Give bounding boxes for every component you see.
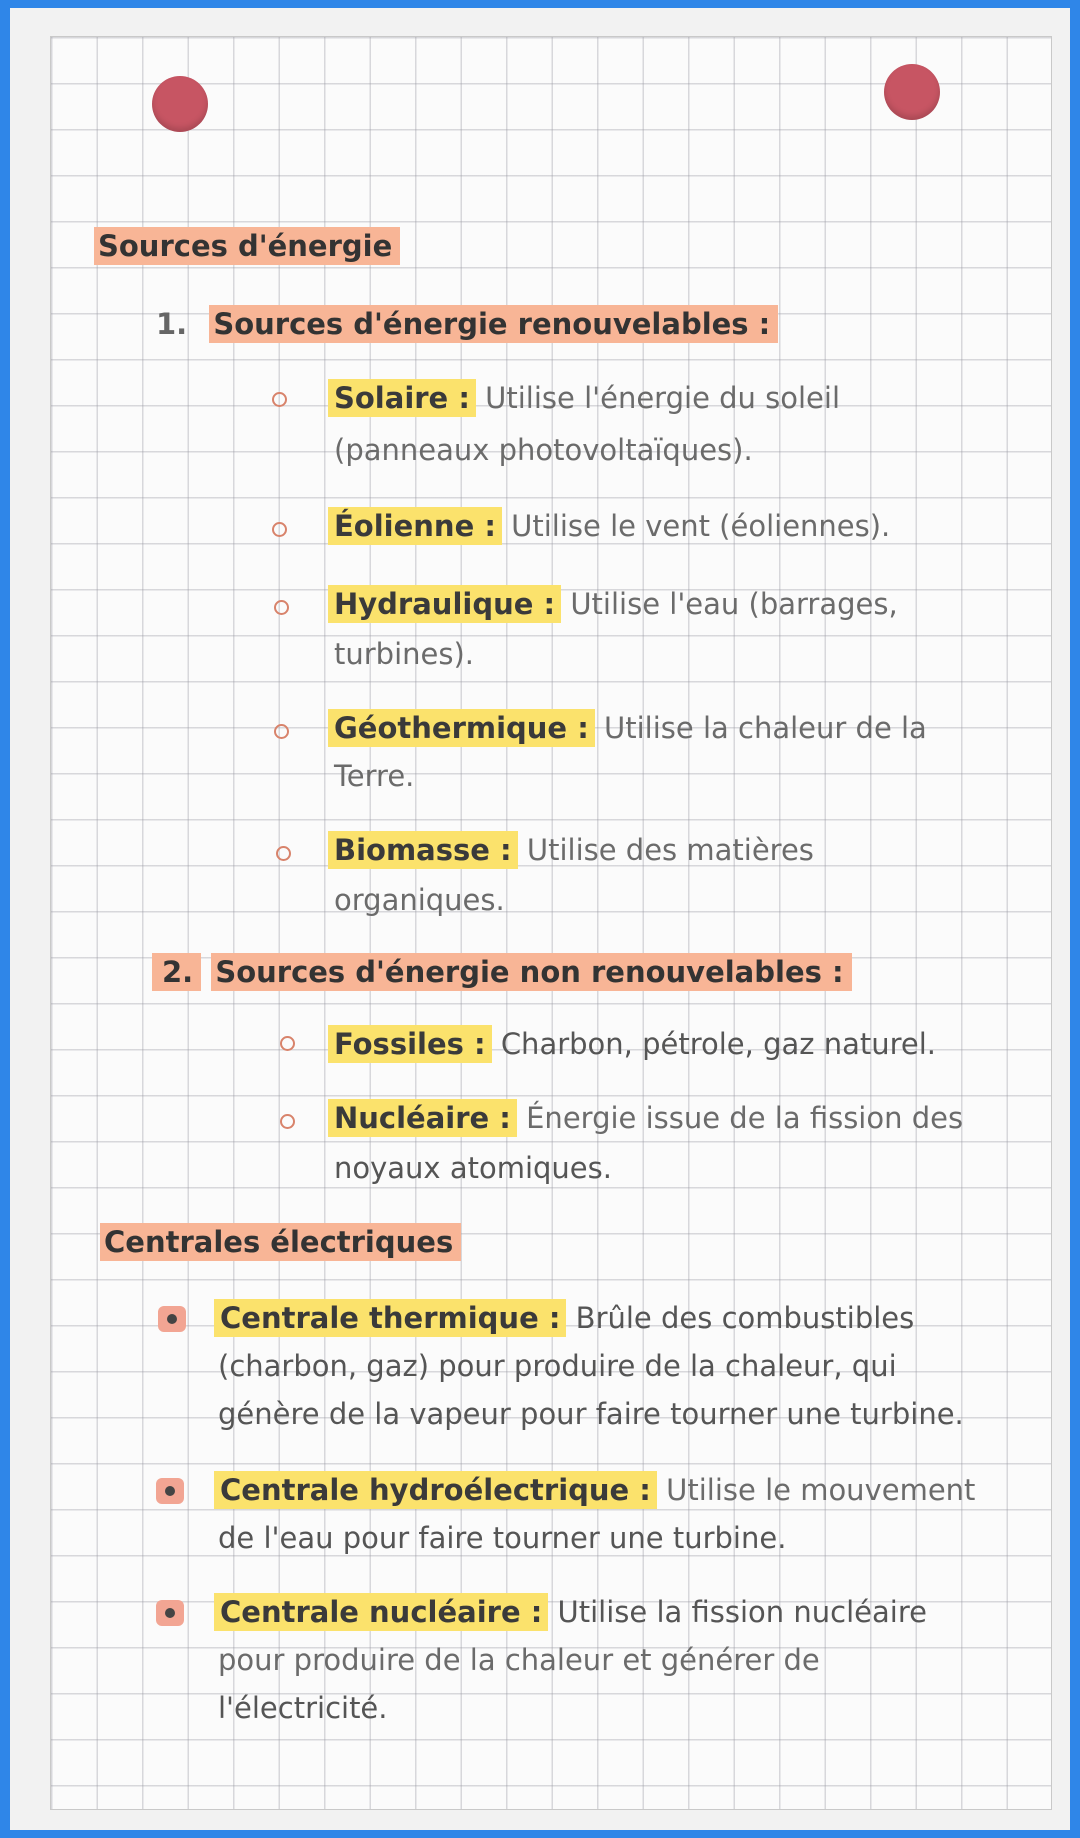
list-item-centrale-hydro: Centrale hydroélectrique : Utilise le mouvement (220, 1466, 975, 1514)
bullet-icon (272, 522, 287, 537)
list-item-geothermique-cont: Terre. (334, 759, 415, 793)
list-item-geothermique: Géothermique : Utilise la chaleur de la (334, 704, 927, 752)
list-item-centrale-thermique: Centrale thermique : Brûle des combustibles (220, 1294, 914, 1342)
list-item-biomasse-cont: organiques. (334, 883, 505, 917)
bullet-icon (274, 724, 289, 739)
list-item-centrale-nucleaire-cont2: l'électricité. (218, 1691, 388, 1725)
list-item-solaire: Solaire : Utilise l'énergie du soleil (334, 374, 840, 422)
punch-hole-left (152, 76, 208, 132)
bullet-icon (158, 1306, 186, 1332)
bullet-icon (280, 1036, 295, 1051)
section-title-sources: Sources d'énergie (98, 222, 400, 270)
list-item-hydraulique-cont: turbines). (334, 637, 475, 671)
bullet-icon (274, 600, 289, 615)
list-item-biomasse: Biomasse : Utilise des matières (334, 826, 814, 874)
list-item-eolienne: Éolienne : Utilise le vent (éoliennes). (334, 502, 890, 550)
list-item-solaire-cont: (panneaux photovoltaïques). (334, 433, 753, 467)
list-item-centrale-thermique-cont1: (charbon, gaz) pour produire de la chaleur, qui (218, 1349, 897, 1383)
punch-hole-right (884, 64, 940, 120)
list-item-centrale-hydro-cont: de l'eau pour faire tourner une turbine. (218, 1521, 787, 1555)
list-item-fossiles: Fossiles : Charbon, pétrole, gaz naturel. (334, 1020, 936, 1068)
bullet-icon (272, 392, 287, 407)
list-item-hydraulique: Hydraulique : Utilise l'eau (barrages, (334, 580, 898, 628)
list-item-centrale-thermique-cont2: génère de la vapeur pour faire tourner une turbine. (218, 1397, 964, 1431)
subheading-nonrenewable: 2. Sources d'énergie non renouvelables : (156, 948, 852, 996)
subheading-renewable: 1. Sources d'énergie renouvelables : (156, 300, 778, 348)
bullet-icon (280, 1114, 295, 1129)
list-item-nucleaire-cont: noyaux atomiques. (334, 1151, 612, 1185)
section-title-centrales: Centrales électriques (104, 1218, 461, 1266)
bullet-icon (156, 1600, 184, 1626)
bullet-icon (156, 1478, 184, 1504)
bullet-icon (276, 846, 291, 861)
list-item-centrale-nucleaire-cont1: pour produire de la chaleur et générer de (218, 1643, 820, 1677)
list-item-nucleaire: Nucléaire : Énergie issue de la fission des (334, 1094, 963, 1142)
list-item-centrale-nucleaire: Centrale nucléaire : Utilise la fission nucléaire (220, 1588, 927, 1636)
